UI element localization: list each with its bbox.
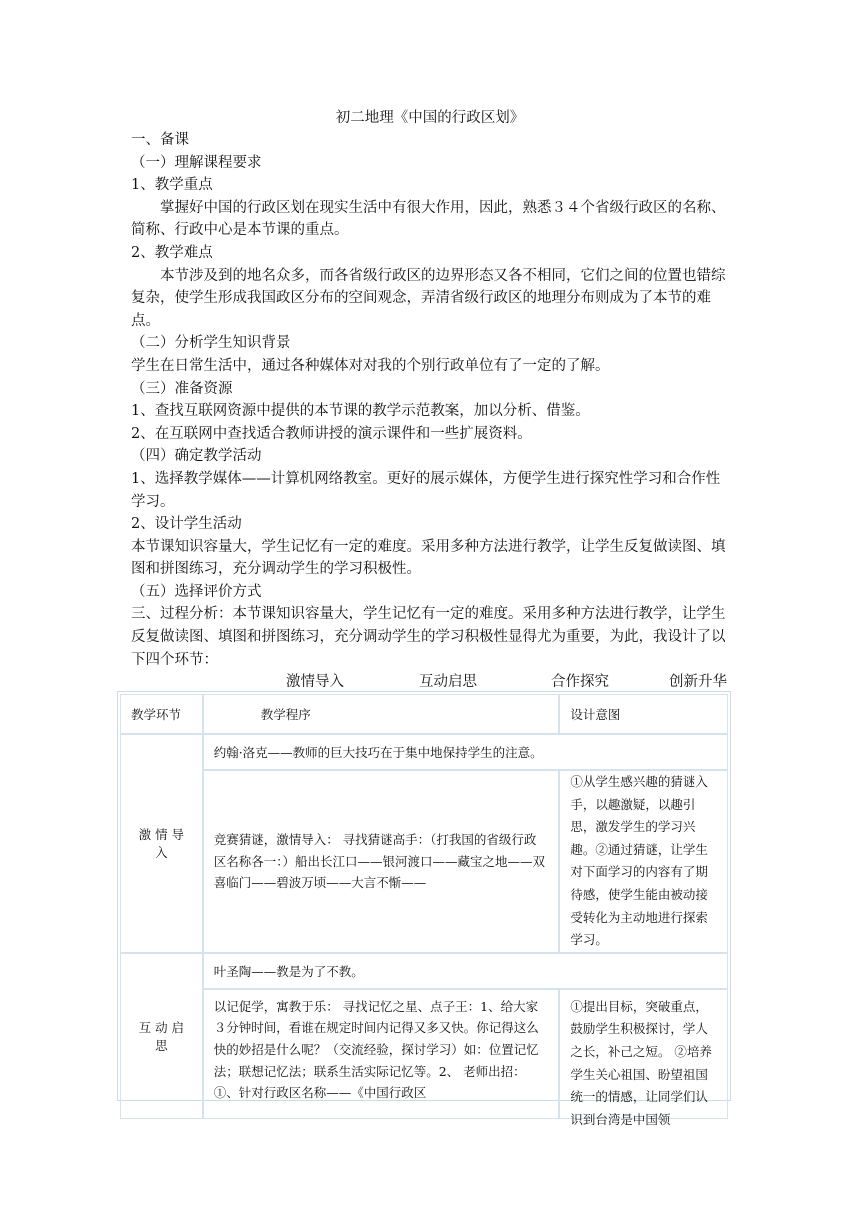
design-cell-wrap (559, 989, 728, 1127)
procedure-cell: 以记促学，寓教于乐： 寻找记忆之星、点子王：1、给大家３分钟时间，看谁在规定时间内记得又多又快。你记得这么快的妙招是什么呢？（交流经验，探讨学习）如：位置记忆法；联想记忆法；联系生活实际记忆等。2、 老师出招： ①、针对行政区名称——《中国行政区 (213, 998, 539, 1101)
stage-link: 创新升华 (669, 674, 727, 691)
header-procedure: 教学程序 (203, 694, 560, 734)
section-heading: 一、备课 (131, 132, 189, 148)
stage-cell: 互 动 启 思 (120, 953, 203, 1119)
stage-cell: 激 情 导 入 (120, 734, 203, 953)
document-title: 初二地理《中国的行政区划》 (335, 110, 525, 126)
table-header-row (120, 694, 728, 734)
paragraph: 1、选择教学媒体——计算机网络教室。更好的展示媒体，方便学生进行探究性学习和合作性学习。 (131, 470, 721, 510)
paragraph: 掌握好中国的行政区划在现实生活中有很大作用，因此，熟悉３４个省级行政区的名称、简称、行政中心是本节课的重点。 (131, 199, 726, 239)
table-row (120, 770, 728, 953)
subsection-heading: （三）准备资源 (131, 380, 233, 397)
table-row (120, 953, 728, 989)
table-row (120, 734, 728, 770)
paragraph: 本节涉及到的地名众多，而各省级行政区的边界形态又各不相同，它们之间的位置也错综复杂，使学生形成我国政区分布的空间观念，弄清省级行政区的地理分布则成为了本节的难点。 (131, 267, 726, 329)
header-stage: 教学环节 (120, 694, 203, 734)
subsection-heading: （一）理解课程要求 (131, 154, 262, 171)
quote-cell: 叶圣陶——教是为了不教。 (203, 953, 728, 989)
paragraph: 学生在日常生活中，通过各种媒体对对我的个别行政单位有了一定的了解。 (131, 357, 610, 374)
design-cell: ①从学生感兴趣的猜谜入手，以趣激疑，以趣引思，激发学生的学习兴趣。②通过猜谜，让学生对下面学习的内容有了期待感，使学生能由被动接受转化为主动地进行探索学习。 (559, 770, 728, 953)
stage-link: 激情导入 (286, 674, 344, 691)
paragraph: 2、在互联网中查找适合教师讲授的演示课件和一些扩展资料。 (131, 425, 532, 442)
subsection-heading: （四）确定教学活动 (131, 448, 262, 465)
quote-cell: 约翰·洛克——教师的巨大技巧在于集中地保持学生的注意。 (203, 734, 728, 770)
stage-link: 合作探究 (551, 674, 609, 691)
item-heading: 2、教学难点 (131, 244, 213, 261)
subsection-heading: （五）选择评价方式 (131, 583, 262, 600)
table-row (120, 989, 728, 1119)
document-body (131, 129, 731, 716)
subsection-heading: （二）分析学生知识背景 (131, 335, 291, 352)
paragraph: 三、过程分析：本节课知识容量大，学生记忆有一定的难度。采用多种方法进行教学，让学生反复做读图、填图和拼图练习，充分调动学生的学习积极性显得尤为重要，为此，我设计了以下四个环节： (131, 606, 726, 668)
procedure-cell: 竞赛猜谜，激情导入： 寻找猜谜高手：（打我国的省级行政区名称各一：）船出长江口——银河渡口——藏宝之地——双喜临门——碧波万顷——大言不惭—— (203, 770, 560, 953)
item-heading: 2、设计学生活动 (131, 516, 242, 533)
stage-link: 互动启思 (419, 674, 477, 691)
item-heading: 1、教学重点 (131, 177, 213, 194)
paragraph: 1、查找互联网资源中提供的本节课的教学示范教案，加以分析、借鉴。 (131, 403, 590, 420)
header-design: 设计意图 (559, 694, 728, 734)
paragraph: 本节课知识容量大，学生记忆有一定的难度。采用多种方法进行教学，让学生反复做读图、填图和拼图练习，充分调动学生的学习积极性。 (131, 538, 726, 578)
procedure-cell-wrap (203, 989, 560, 1119)
design-cell: ①提出目标，突破重点，鼓励学生积极探讨，学人之长，补己之短。 ②培养学生关心祖国、盼望祖国统一的情感，让同学们认识到台湾是中国领 (570, 998, 712, 1127)
lesson-table (117, 691, 731, 1127)
